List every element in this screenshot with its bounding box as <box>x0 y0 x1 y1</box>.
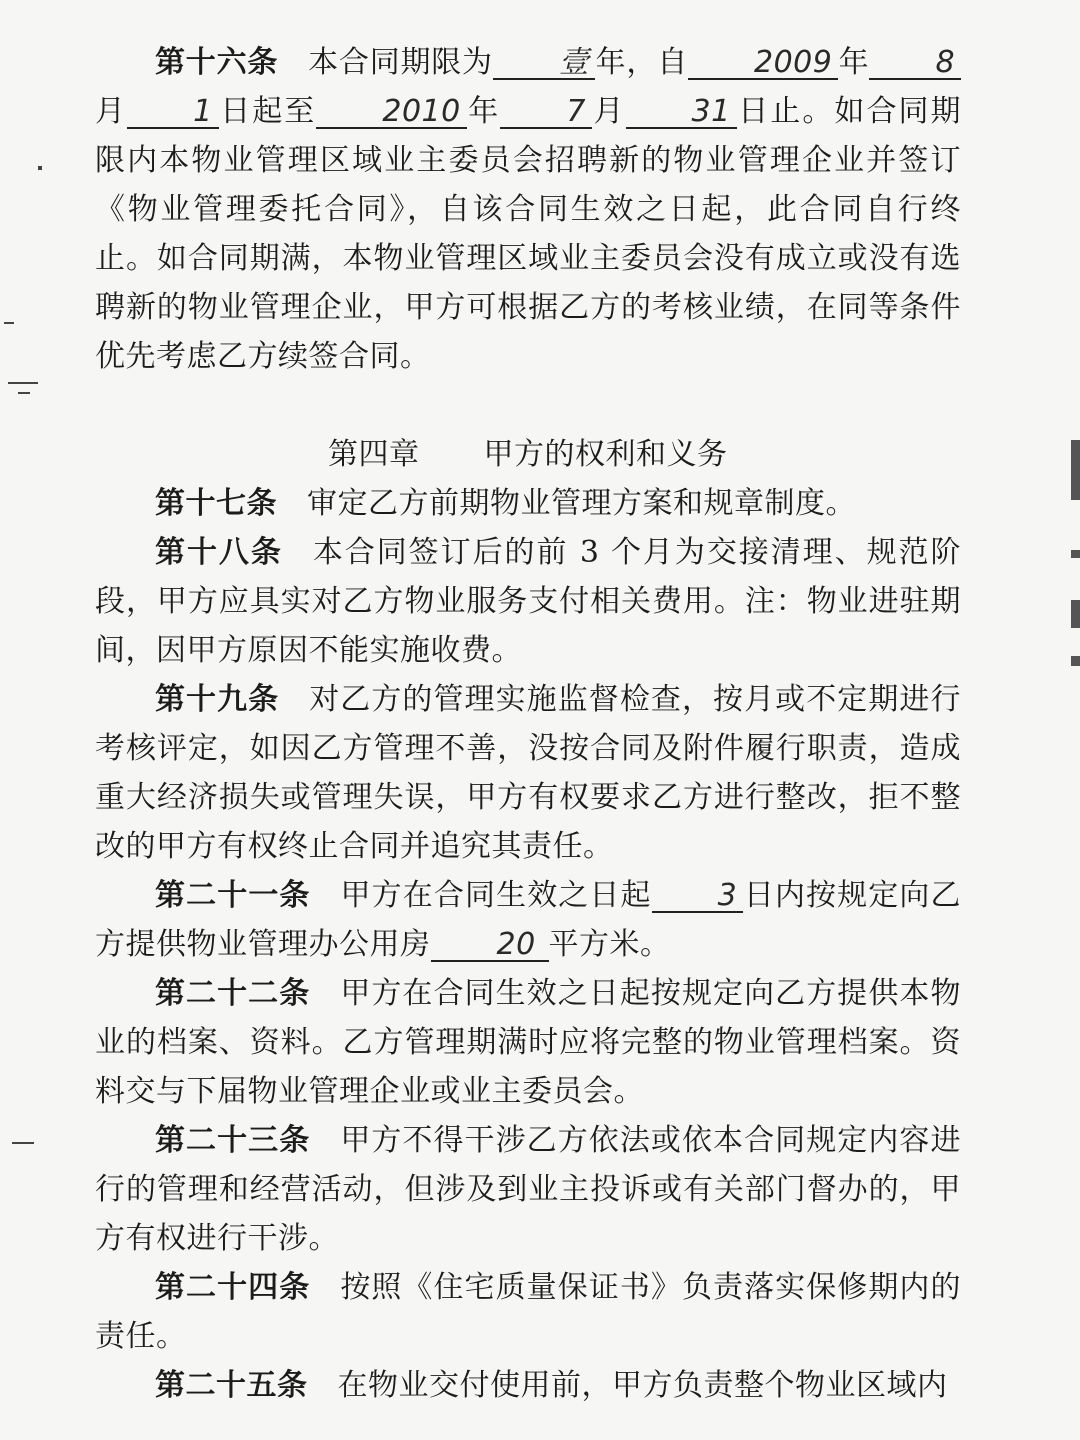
scan-speck <box>38 166 42 170</box>
article-16-title: 第十六条 <box>155 45 279 80</box>
article-24-body: 按照《住宅质量保证书》负责落实保修期内的责任。 <box>95 1270 961 1354</box>
article-25 <box>95 1361 961 1410</box>
article-16-text: 日起至 <box>218 94 317 129</box>
article-16 <box>95 38 961 381</box>
article-17-title: 第十七条 <box>155 486 277 521</box>
chapter-heading <box>95 430 961 479</box>
article-24-title: 第二十四条 <box>155 1270 311 1305</box>
end-year-field: 2010 <box>316 97 466 129</box>
article-23-body: 甲方不得干涉乙方依法或依本合同规定内容进行的管理和经营活动，但涉及到业主投诉或有关部门督办的，甲方有权进行干涉。 <box>95 1123 961 1256</box>
article-18-body: 本合同签订后的前 3 个月为交接清理、规范阶段，甲方应具实对乙方物业服务支付相关费用。注：物业进驻期间，因甲方原因不能实施收费。 <box>95 535 961 668</box>
binder-edge <box>1066 440 1080 680</box>
article-21-text: 甲方在合同生效之日起 <box>340 878 652 913</box>
end-day-field: 31 <box>626 97 737 129</box>
article-22-title: 第二十二条 <box>155 976 311 1011</box>
article-16-text: 年，自 <box>595 45 688 80</box>
article-21 <box>95 871 961 969</box>
article-21-title: 第二十一条 <box>155 878 311 913</box>
article-19-title: 第十九条 <box>155 682 280 717</box>
article-19 <box>95 675 961 871</box>
article-17-body: 审定乙方前期物业管理方案和规章制度。 <box>307 486 856 521</box>
article-18-title: 第十八条 <box>155 535 283 570</box>
article-22 <box>95 969 961 1116</box>
start-month-field: 8 <box>869 48 961 80</box>
chapter-number: 第四章 <box>328 437 420 472</box>
article-16-text: 本合同期限为 <box>308 45 493 80</box>
scan-speck <box>8 382 38 384</box>
article-24 <box>95 1263 961 1361</box>
article-25-title: 第二十五条 <box>155 1368 308 1403</box>
scan-speck <box>12 1142 34 1144</box>
article-16-text: 日止。如合同期限内本物业管理区域业主委员会招聘新的物业管理企业并签订《物业管理委托合同》，自该合同生效之日起，此合同自行终止。如合同期满，本物业管理区域业主委员会没有成立或没有选聘新的物业管理企业，甲方可根据乙方的考核业绩，在同等条件优先考虑乙方续签合同。 <box>95 94 962 374</box>
term-years-field: 壹 <box>493 48 596 80</box>
article-21-text: 日内按规定向乙方提供物业管理办公用房 <box>95 878 961 962</box>
article-17 <box>95 479 961 528</box>
article-16-text: 年 <box>466 94 501 129</box>
article-21-text: 平方米。 <box>548 927 671 962</box>
article-16-text: 月 <box>591 94 626 129</box>
article-16-text: 月 <box>95 94 128 129</box>
article-19-body: 对乙方的管理实施监督检查，按月或不定期进行考核评定，如因乙方管理不善，没按合同及附件履行职责，造成重大经济损失或管理失误，甲方有权要求乙方进行整改，拒不整改的甲方有权终止合同并追究其责任。 <box>95 682 961 864</box>
article-16-text: 年 <box>838 45 870 80</box>
article-18 <box>95 528 961 675</box>
scan-speck <box>18 392 30 394</box>
end-month-field: 7 <box>500 97 592 129</box>
office-area-field: 20 <box>431 930 549 962</box>
article-23-title: 第二十三条 <box>155 1123 311 1158</box>
article-23 <box>95 1116 961 1263</box>
chapter-title: 甲方的权利和义务 <box>483 437 728 472</box>
start-year-field: 2009 <box>688 48 838 80</box>
start-day-field: 1 <box>127 97 219 129</box>
days-field: 3 <box>652 881 744 913</box>
contract-text <box>95 38 961 1410</box>
article-25-body: 在物业交付使用前，甲方负责整个物业区域内 <box>337 1368 948 1403</box>
scan-speck <box>4 322 14 324</box>
article-22-body: 甲方在合同生效之日起按规定向乙方提供本物业的档案、资料。乙方管理期满时应将完整的物业管理档案。资料交与下届物业管理企业或业主委员会。 <box>95 976 961 1109</box>
